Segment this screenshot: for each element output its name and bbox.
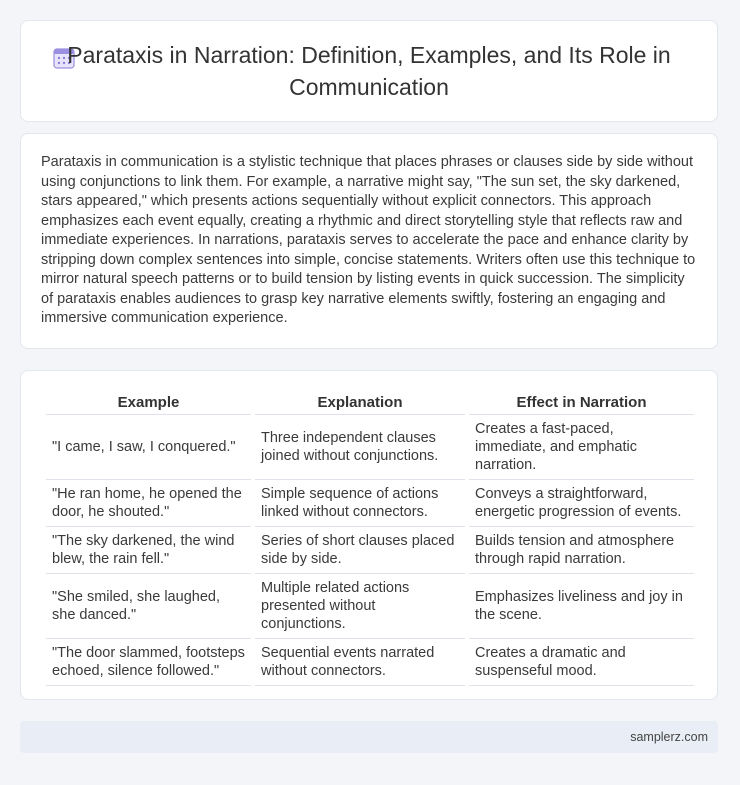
table-row [46, 415, 694, 480]
effect-cell: Conveys a straightforward, energetic progression of events. [469, 480, 694, 527]
column-header-explanation: Explanation [255, 394, 465, 415]
example-cell: "I came, I saw, I conquered." [46, 415, 251, 480]
table-card [20, 370, 718, 700]
explanation-cell: Sequential events narrated without connectors. [255, 639, 465, 686]
effect-cell: Builds tension and atmosphere through rapid narration. [469, 527, 694, 574]
page-title: Parataxis in Narration: Definition, Examples, and Its Role in Communication [67, 42, 671, 100]
example-cell: "He ran home, he opened the door, he shouted." [46, 480, 251, 527]
column-header-example: Example [46, 394, 251, 415]
table-row [46, 480, 694, 527]
example-cell: "The door slammed, footsteps echoed, silence followed." [46, 639, 251, 686]
header-card [20, 20, 718, 122]
table-header-row [46, 394, 694, 415]
explanation-cell: Series of short clauses placed side by side. [255, 527, 465, 574]
table-row [46, 639, 694, 686]
table-row [46, 574, 694, 639]
table-row [46, 527, 694, 574]
explanation-cell: Simple sequence of actions linked without connectors. [255, 480, 465, 527]
explanation-cell: Three independent clauses joined without conjunctions. [255, 415, 465, 480]
example-cell: "The sky darkened, the wind blew, the rain fell." [46, 527, 251, 574]
footer-site-link[interactable]: samplerz.com [630, 730, 708, 744]
intro-paragraph: Parataxis in communication is a stylistic technique that places phrases or clauses side by side without using conjunctions to link them. For example, a narrative might say, "The sun set, the sky darkened, stars appeared," which presents actions sequentially without explicit connectors. This approach emphasizes each event equally, creating a rhythmic and direct storytelling style that reflects raw and immediate experiences. In narrations, parataxis serves to accelerate the pace and enhance clarity by stripping down complex sentences into simple, concise statements. Writers often use this technique to mirror natural speech patterns or to build tension by listing events in quick succession. The simplicity of parataxis enables audiences to grasp key narrative elements swiftly, fostering an engaging and immersive communication experience. [41, 154, 696, 326]
examples-table [42, 394, 698, 686]
example-cell: "She smiled, she laughed, she danced." [46, 574, 251, 639]
effect-cell: Creates a dramatic and suspenseful mood. [469, 639, 694, 686]
explanation-cell: Multiple related actions presented without conjunctions. [255, 574, 465, 639]
effect-cell: Emphasizes liveliness and joy in the scene. [469, 574, 694, 639]
column-header-effect: Effect in Narration [469, 394, 694, 415]
footer-bar [20, 721, 718, 753]
effect-cell: Creates a fast-paced, immediate, and emphatic narration. [469, 415, 694, 480]
intro-card [20, 133, 718, 349]
